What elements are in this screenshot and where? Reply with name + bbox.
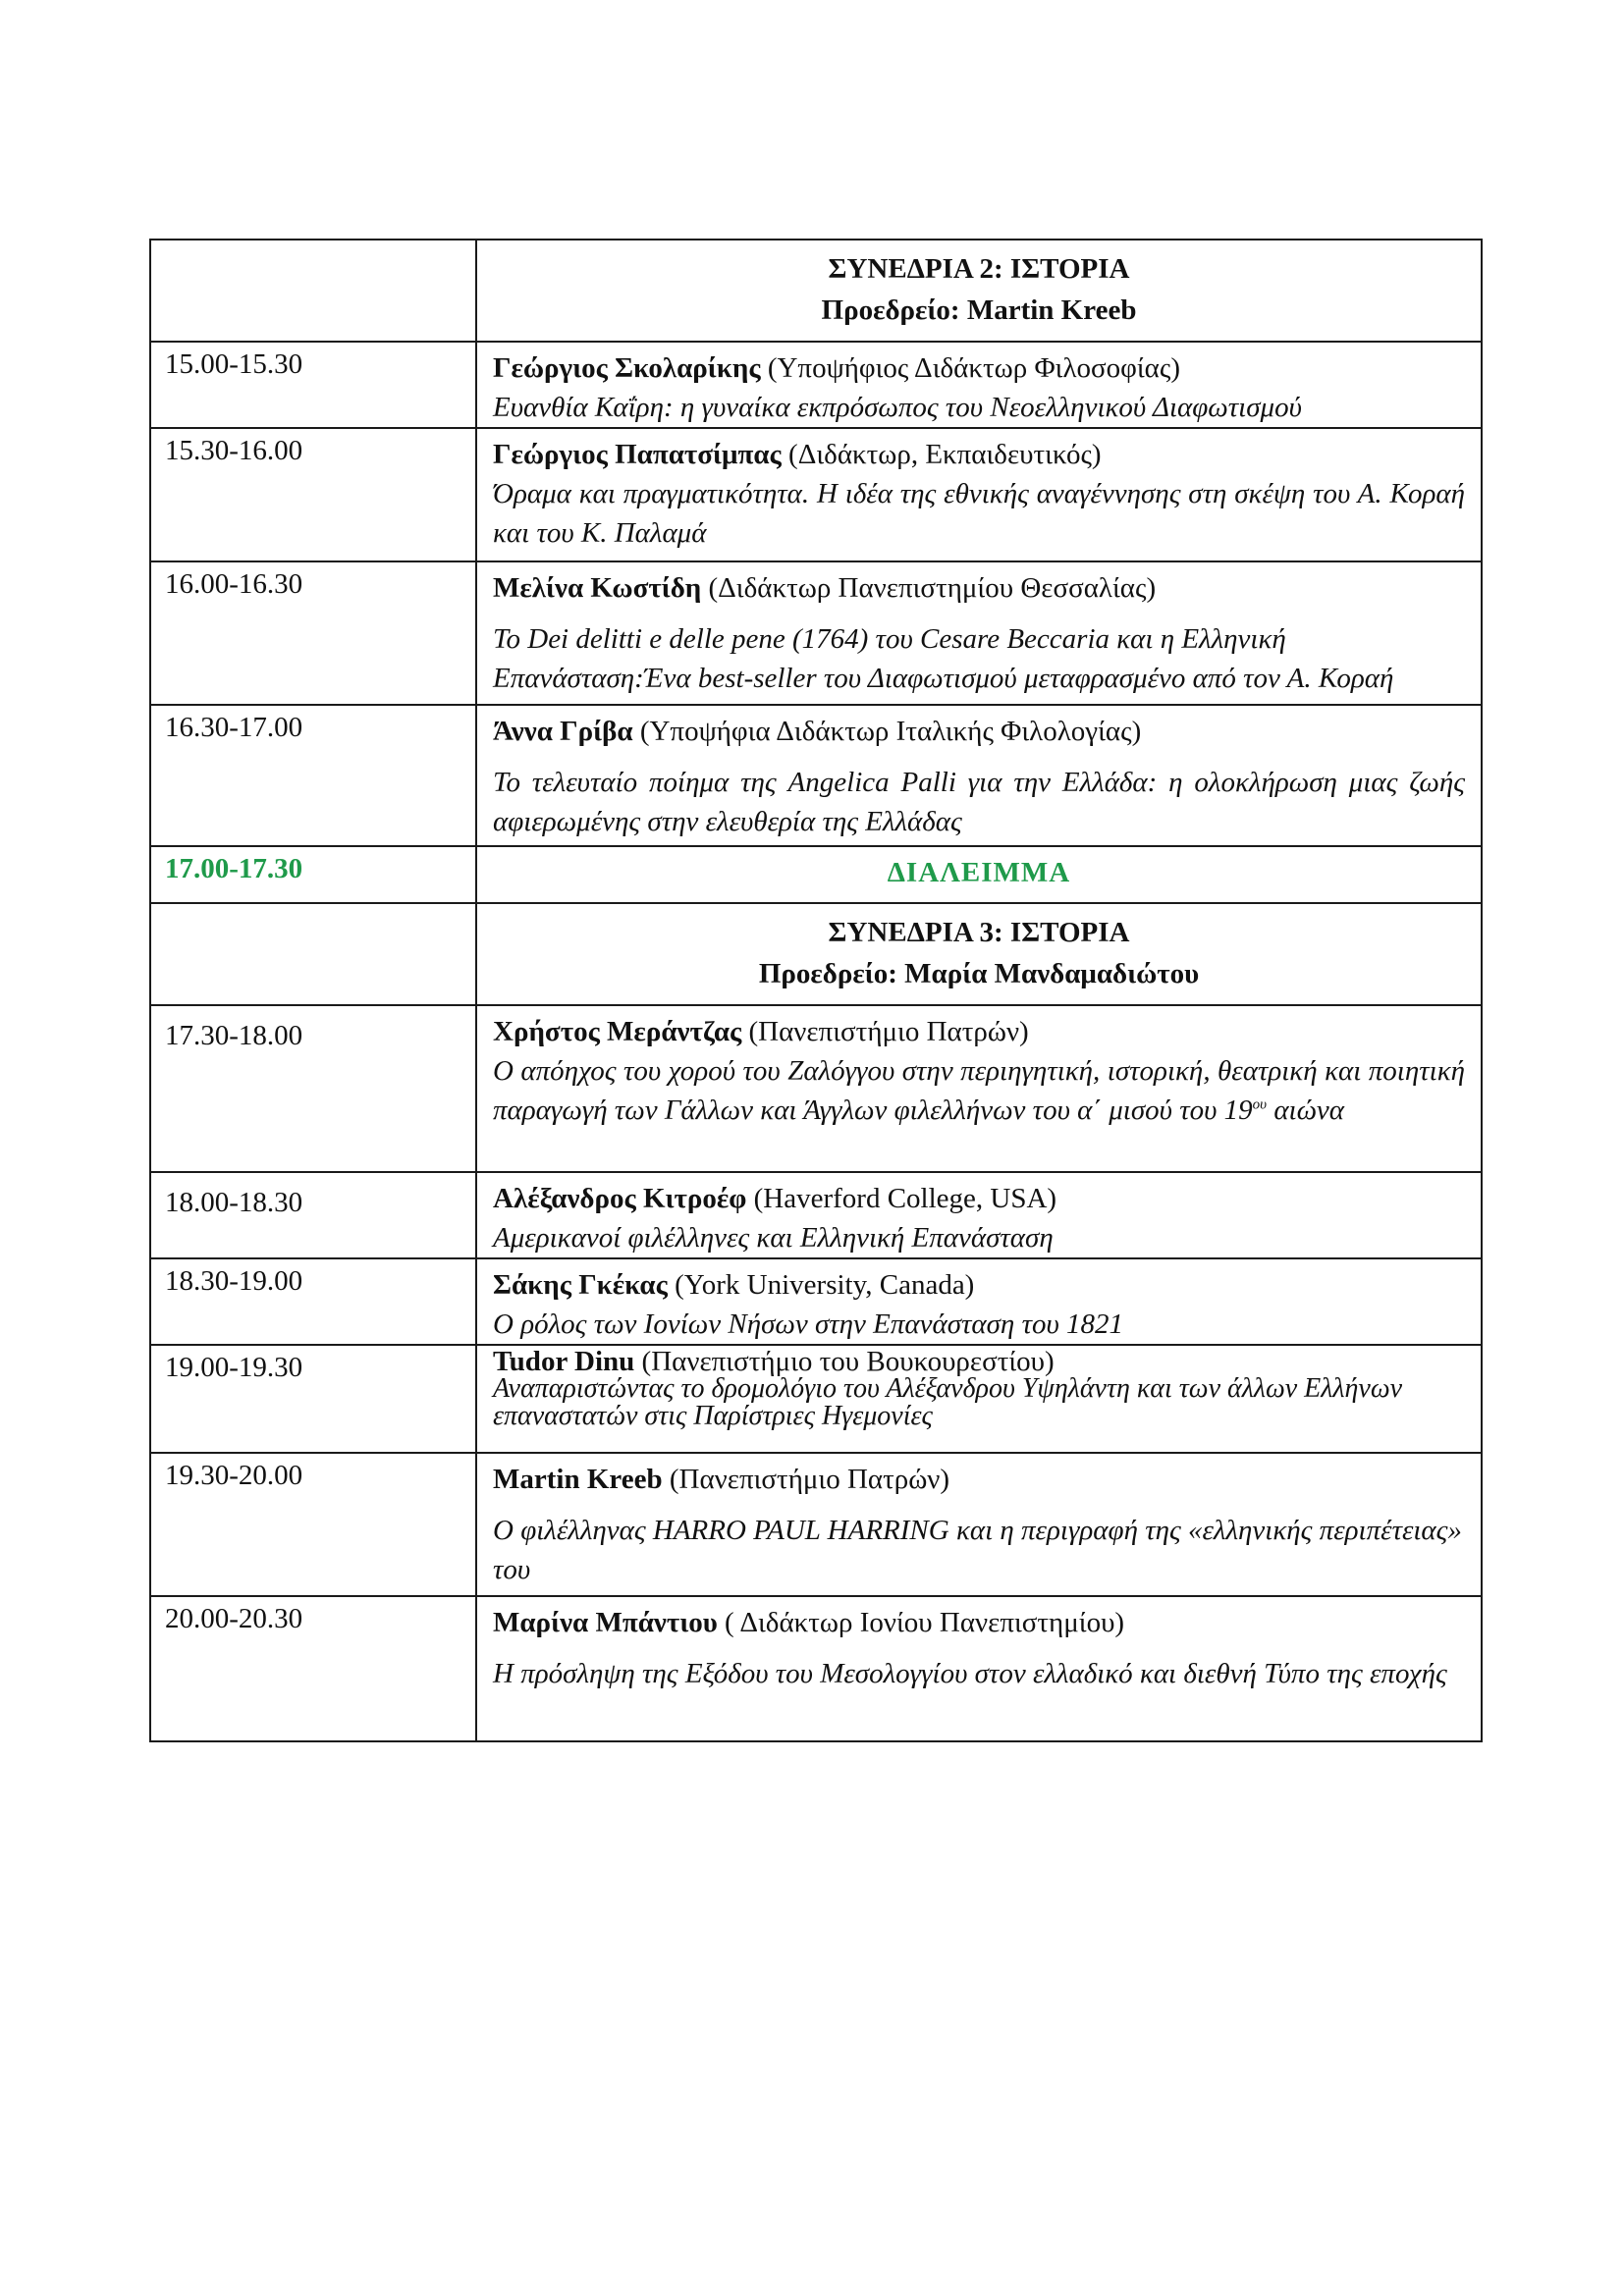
talk-cell bbox=[476, 561, 1482, 705]
talk-title: Το Dei delitti e delle pene (1764) του Cesare Beccaria και η Ελληνική Επανάσταση:Ένα best-seller του Διαφωτισμού μεταφρασμένο από τον Α. Κοραή bbox=[493, 623, 1394, 694]
break-row bbox=[150, 846, 1482, 903]
talk-title: Το τελευταίο ποίημα της Angelica Palli για την Ελλάδα: η ολοκλήρωση μιας ζωής αφιερωμένης στην ελευθερία της Ελλάδας bbox=[493, 767, 1465, 837]
speaker-affiliation: (Διδάκτωρ Πανεπιστημίου Θεσσαλίας) bbox=[701, 572, 1157, 604]
talk-title: Αμερικανοί φιλέλληνες και Ελληνική Επανάσταση bbox=[493, 1222, 1054, 1254]
talk-cell bbox=[476, 1345, 1482, 1453]
speaker-line bbox=[493, 1265, 1465, 1305]
break-label: ΔΙΑΛΕΙΜΜΑ bbox=[476, 846, 1482, 903]
talk-title-end: αιώνα bbox=[1267, 1095, 1344, 1126]
session-header-row bbox=[150, 240, 1482, 342]
time-cell: 17.30-18.00 bbox=[150, 1005, 476, 1172]
speaker-name: Martin Kreeb bbox=[493, 1464, 663, 1495]
speaker-line bbox=[493, 568, 1465, 608]
talk-title-text: Ο απόηχος του χορού του Ζαλόγγου στην περιηγητική, ιστορική, θεατρική και ποιητική παραγωγή των Γάλλων και Άγγλων φιλελλήνων του α΄ μισού του 19 bbox=[493, 1055, 1465, 1126]
speaker-name: Tudor Dinu bbox=[493, 1346, 635, 1377]
speaker-line bbox=[493, 1460, 1465, 1499]
speaker-name: Χρήστος Μεράντζας bbox=[493, 1016, 742, 1047]
speaker-name: Άννα Γρίβα bbox=[493, 716, 633, 747]
speaker-affiliation: (Υποψήφια Διδάκτωρ Ιταλικής Φιλολογίας) bbox=[632, 716, 1142, 747]
table-row bbox=[150, 1453, 1482, 1596]
speaker-affiliation: (Διδάκτωρ, Εκπαιδευτικός) bbox=[781, 439, 1102, 470]
talk-cell bbox=[476, 428, 1482, 561]
session-header-row bbox=[150, 903, 1482, 1005]
speaker-line bbox=[493, 348, 1465, 388]
time-cell: 18.30-19.00 bbox=[150, 1258, 476, 1345]
session-title: ΣΥΝΕΔΡΙΑ 3: ΙΣΤΟΡΙΑ bbox=[828, 917, 1130, 948]
session-title: ΣΥΝΕΔΡΙΑ 2: ΙΣΤΟΡΙΑ bbox=[828, 253, 1130, 285]
talk-cell bbox=[476, 1005, 1482, 1172]
table-row bbox=[150, 1596, 1482, 1741]
session-chair: Προεδρείο: Μαρία Μανδαμαδιώτου bbox=[758, 958, 1200, 989]
time-cell: 20.00-20.30 bbox=[150, 1596, 476, 1741]
speaker-name: Μελίνα Κωστίδη bbox=[493, 572, 702, 604]
speaker-line bbox=[493, 435, 1465, 474]
speaker-affiliation: (Haverford College, USA) bbox=[746, 1183, 1057, 1214]
break-time: 17.00-17.30 bbox=[150, 846, 476, 903]
talk-title: Όραμα και πραγματικότητα. Η ιδέα της εθνικής αναγέννησης στη σκέψη του Α. Κοραή και του Κ. Παλαμά bbox=[493, 478, 1465, 549]
talk-cell bbox=[476, 1453, 1482, 1596]
speaker-line bbox=[493, 1348, 1465, 1375]
speaker-affiliation: (York University, Canada) bbox=[667, 1269, 975, 1301]
session-chair: Προεδρείο: Martin Kreeb bbox=[821, 294, 1137, 326]
talk-cell bbox=[476, 1258, 1482, 1345]
session-header-cell bbox=[476, 903, 1482, 1005]
talk-title: Η πρόσληψη της Εξόδου του Μεσολογγίου στον ελλαδικό και διεθνή Τύπο της εποχής bbox=[493, 1658, 1447, 1689]
empty-time-cell bbox=[150, 903, 476, 1005]
schedule-table bbox=[149, 239, 1483, 1742]
speaker-affiliation: ( Διδάκτωρ Ιονίου Πανεπιστημίου) bbox=[717, 1607, 1125, 1638]
time-cell: 18.00-18.30 bbox=[150, 1172, 476, 1258]
speaker-affiliation: (Πανεπιστήμιο Πατρών) bbox=[662, 1464, 950, 1495]
time-cell: 19.00-19.30 bbox=[150, 1345, 476, 1453]
speaker-line bbox=[493, 712, 1465, 751]
talk-cell bbox=[476, 1596, 1482, 1741]
speaker-affiliation: (Πανεπιστήμιο Πατρών) bbox=[741, 1016, 1029, 1047]
time-cell: 19.30-20.00 bbox=[150, 1453, 476, 1596]
table-row bbox=[150, 1005, 1482, 1172]
talk-cell bbox=[476, 705, 1482, 846]
speaker-line bbox=[493, 1012, 1465, 1051]
empty-time-cell bbox=[150, 240, 476, 342]
talk-title: Ο φιλέλληνας HARRO PAUL HARRING και η περιγραφή της «ελληνικής περιπέτειας» του bbox=[493, 1515, 1462, 1585]
speaker-affiliation: (Πανεπιστήμιο του Βουκουρεστίου) bbox=[634, 1346, 1055, 1377]
table-row bbox=[150, 1172, 1482, 1258]
session-header-cell bbox=[476, 240, 1482, 342]
speaker-line bbox=[493, 1179, 1465, 1218]
table-row bbox=[150, 561, 1482, 705]
speaker-name: Αλέξανδρος Κιτροέφ bbox=[493, 1183, 747, 1214]
speaker-name: Γεώργιος Σκολαρίκης bbox=[493, 352, 761, 384]
time-cell: 15.00-15.30 bbox=[150, 342, 476, 428]
talk-cell bbox=[476, 1172, 1482, 1258]
speaker-name: Μαρίνα Μπάντιου bbox=[493, 1607, 718, 1638]
talk-title: Ευανθία Καΐρη: η γυναίκα εκπρόσωπος του Νεοελληνικού Διαφωτισμού bbox=[493, 392, 1302, 423]
time-cell: 16.30-17.00 bbox=[150, 705, 476, 846]
talk-title bbox=[493, 1051, 1465, 1130]
speaker-name: Σάκης Γκέκας bbox=[493, 1269, 668, 1301]
time-cell: 16.00-16.30 bbox=[150, 561, 476, 705]
time-cell: 15.30-16.00 bbox=[150, 428, 476, 561]
speaker-affiliation: (Υποψήφιος Διδάκτωρ Φιλοσοφίας) bbox=[760, 352, 1181, 384]
ordinal-superscript: ου bbox=[1252, 1096, 1268, 1113]
table-row bbox=[150, 1345, 1482, 1453]
table-row bbox=[150, 1258, 1482, 1345]
talk-title: Ο ρόλος των Ιονίων Νήσων στην Επανάσταση του 1821 bbox=[493, 1308, 1124, 1340]
talk-title: Αναπαριστώντας το δρομολόγιο του Αλέξανδρου Υψηλάντη και των άλλων Ελλήνων επαναστατών στις Παρίστριες Ηγεμονίες bbox=[493, 1373, 1403, 1431]
table-row bbox=[150, 342, 1482, 428]
speaker-line bbox=[493, 1603, 1465, 1642]
table-row bbox=[150, 428, 1482, 561]
table-row bbox=[150, 705, 1482, 846]
talk-cell bbox=[476, 342, 1482, 428]
speaker-name: Γεώργιος Παπατσίμπας bbox=[493, 439, 782, 470]
